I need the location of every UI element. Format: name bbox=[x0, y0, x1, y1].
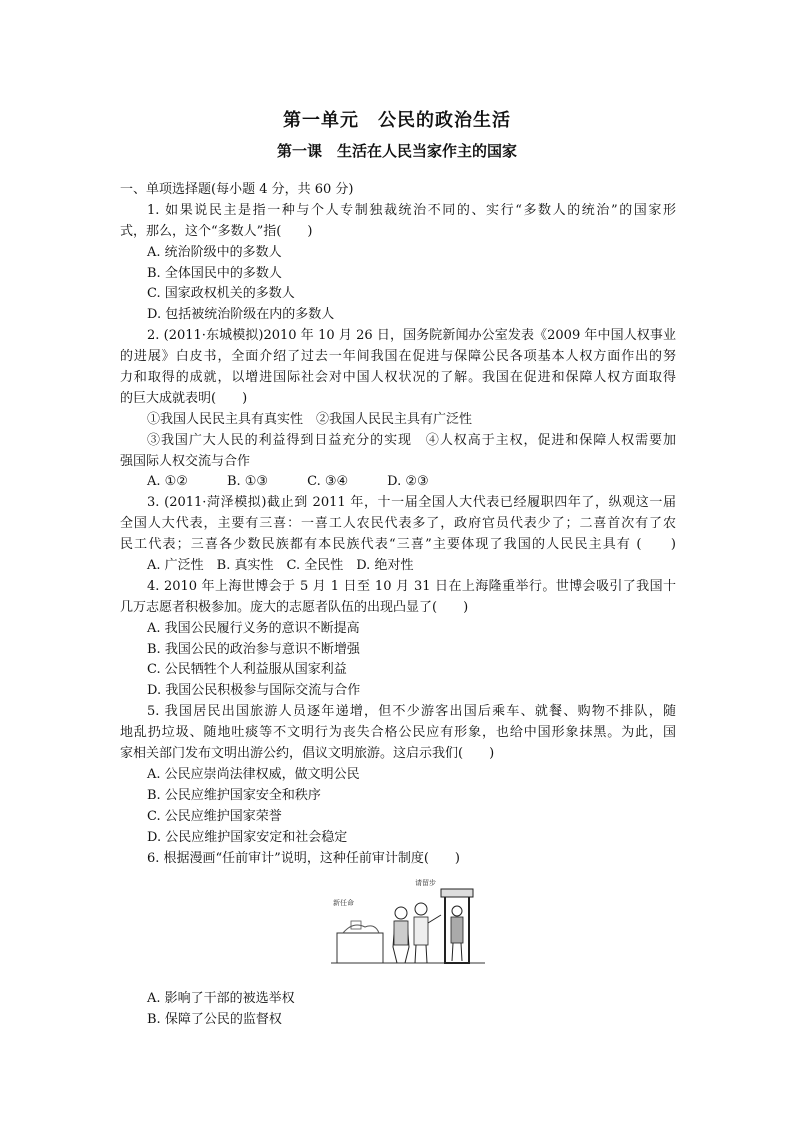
q6-option-a: A. 影响了干部的被选举权 bbox=[147, 991, 295, 1007]
q5-option-d: D. 公民应维护国家安定和社会稳定 bbox=[147, 829, 348, 845]
q6-stem-1: 6. 根据漫画“任前审计”说明，这种任前审计制度( ) bbox=[147, 850, 460, 866]
question-body bbox=[120, 180, 676, 1031]
q2-stem-3: 力和取得的成就，以增进国际社会对中国人权状况的了解。我国在促进和保障人权方面取得 bbox=[120, 370, 676, 386]
q1-option-b: B. 全体国民中的多数人 bbox=[147, 265, 282, 281]
q5-stem-1: 5. 我国居民出国旅游人员逐年递增，但不少游客出国后乘车、就餐、购物不排队，随 bbox=[147, 704, 676, 720]
q2-options: A. ①② B. ①③ C. ③④ D. ②③ bbox=[147, 474, 429, 490]
q5-option-c: C. 公民应维护国家荣誉 bbox=[147, 808, 282, 824]
q4-option-d: D. 我国公民积极参与国际交流与合作 bbox=[147, 683, 361, 699]
q2-statement-2a: ③我国广大人民的利益得到日益充分的实现 ④人权高于主权，促进和保障人权需要加 bbox=[147, 432, 676, 448]
q1-option-c: C. 国家政权机关的多数人 bbox=[147, 286, 295, 302]
q4-stem-1: 4. 2010 年上海世博会于 5 月 1 日至 10 月 31 日在上海隆重举行。世博会吸引了我国十 bbox=[147, 578, 676, 594]
q2-stem-1: 2. (2011·东城模拟)2010 年 10 月 26 日，国务院新闻办公室发表《2009 年中国人权事业 bbox=[147, 328, 676, 344]
q6-option-b: B. 保障了公民的监督权 bbox=[147, 1012, 282, 1028]
q2-stem-4: 的巨大成就表明( ) bbox=[120, 390, 248, 406]
lesson-title: 第一课 生活在人民当家作主的国家 bbox=[276, 142, 517, 160]
q4-stem-2: 几万志愿者积极参加。庞大的志愿者队伍的出现凸显了( ) bbox=[120, 599, 469, 615]
audit-cartoon-drawing bbox=[329, 875, 489, 975]
q2-statement-2b: 强国际人权交流与合作 bbox=[120, 453, 251, 469]
unit-title: 第一单元 公民的政治生活 bbox=[283, 110, 511, 131]
q3-stem-1: 3. (2011·菏泽模拟)截止到 2011 年，十一届全国人大代表已经履职四年了，纵观这一届 bbox=[147, 495, 676, 511]
q2-statement-1: ①我国人民民主具有真实性 ②我国人民民主具有广泛性 bbox=[147, 411, 473, 427]
section-heading: 一、单项选择题(每小题 4 分，共 60 分) bbox=[120, 182, 354, 197]
q1-stem-1: 1. 如果说民主是指一种与个人专制独裁统治不同的、实行“多数人的统治”的国家形 bbox=[147, 202, 676, 218]
q3-stem-3: 民工代表；三喜各少数民族都有本民族代表“三喜”主要体现了我国的人民民主具有 ( ) bbox=[120, 537, 676, 553]
q5-stem-2: 地乱扔垃圾、随地吐痰等不文明行为丧失合格公民应有形象，也给中国形象抹黑。为此，国 bbox=[120, 725, 676, 741]
q4-option-b: B. 我国公民的政治参与意识不断增强 bbox=[147, 641, 360, 657]
q1-option-d: D. 包括被统治阶级在内的多数人 bbox=[147, 307, 335, 323]
cartoon-illustration bbox=[120, 875, 676, 985]
q1-option-a: A. 统治阶级中的多数人 bbox=[147, 244, 282, 260]
q4-option-c: C. 公民牺牲个人利益服从国家利益 bbox=[147, 662, 347, 678]
q4-option-a: A. 我国公民履行义务的意识不断提高 bbox=[147, 620, 360, 636]
q3-stem-2: 全国人大代表，主要有三喜：一喜工人农民代表多了，政府官员代表少了；二喜首次有了农 bbox=[120, 516, 676, 532]
q5-stem-3: 家相关部门发布文明出游公约，倡议文明旅游。这启示我们( ) bbox=[120, 746, 495, 762]
q1-stem-2: 式，那么，这个“多数人”指( ) bbox=[120, 223, 313, 239]
q5-option-b: B. 公民应维护国家安全和秩序 bbox=[147, 787, 321, 803]
q3-options: A. 广泛性 B. 真实性 C. 全民性 D. 绝对性 bbox=[147, 558, 414, 574]
q5-option-a: A. 公民应崇尚法律权威，做文明公民 bbox=[147, 766, 360, 782]
cartoon-right-label: 请留步 bbox=[415, 879, 436, 888]
cartoon-left-label: 新任命 bbox=[333, 899, 354, 908]
q2-stem-2: 的进展》白皮书，全面介绍了过去一年间我国在促进与保障公民各项基本人权方面作出的努 bbox=[120, 349, 676, 365]
